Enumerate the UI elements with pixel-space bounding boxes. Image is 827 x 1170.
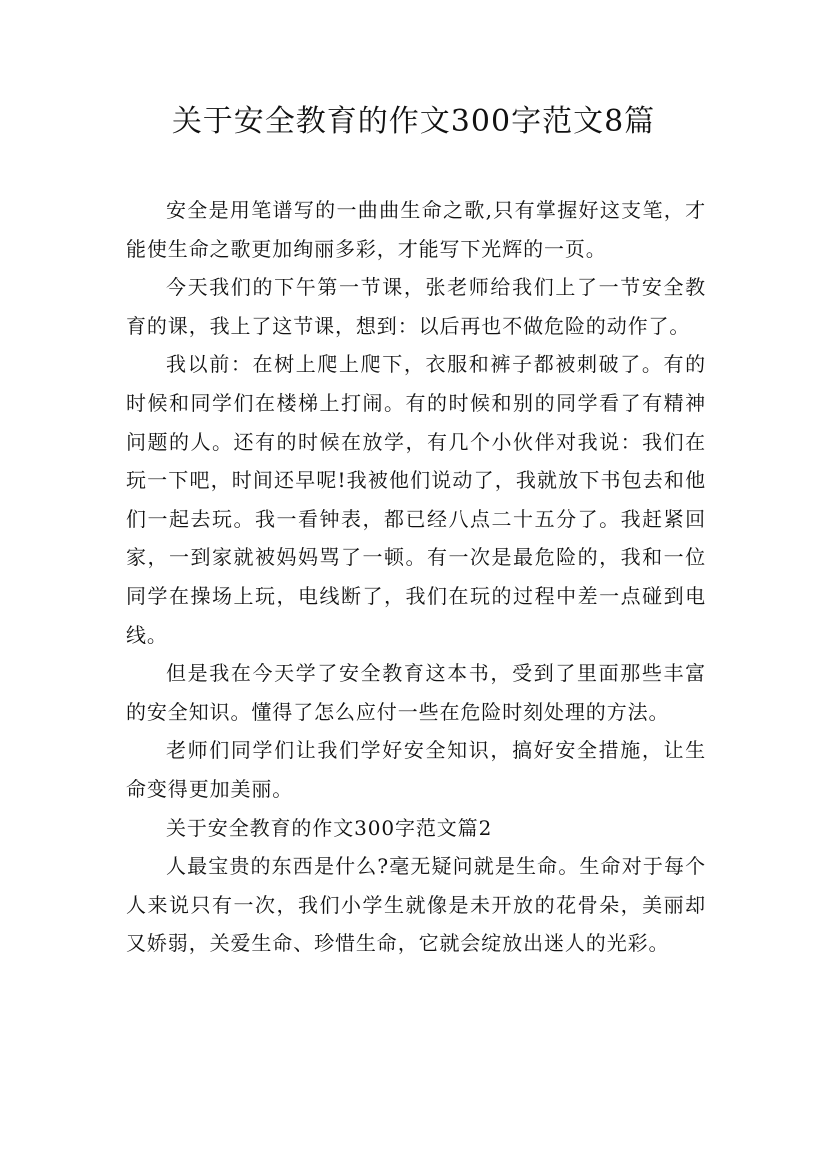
document-title: 关于安全教育的作文300字范文8篇 bbox=[171, 104, 656, 139]
section-heading: 关于安全教育的作文300字范文篇2 bbox=[166, 815, 493, 840]
paragraph: 但是我在今天学了安全教育这本书，受到了里面那些丰富的安全知识。懂得了怎么应付一些在危险时刻处理的方法。 bbox=[126, 661, 706, 724]
paragraph: 老师们同学们让我们学好安全知识，搞好安全措施，让生命变得更加美丽。 bbox=[126, 738, 706, 801]
paragraph: 我以前：在树上爬上爬下，衣服和裤子都被刺破了。有的时候和同学们在楼梯上打闹。有的时候和别的同学看了有精神问题的人。还有的时候在放学，有几个小伙伴对我说：我们在玩一下吧，时间还早呢!我被他们说动了，我就放下书包去和他们一起去玩。我一看钟表，都已经八点二十五分了。我赶紧回家，一到家就被妈妈骂了一顿。有一次是最危险的，我和一位同学在操场上玩，电线断了，我们在玩的过程中差一点碰到电线。 bbox=[126, 352, 706, 647]
paragraph: 人最宝贵的东西是什么?毫无疑问就是生命。生命对于每个人来说只有一次，我们小学生就像是未开放的花骨朵，美丽却又娇弱，关爱生命、珍惜生命，它就会绽放出迷人的光彩。 bbox=[126, 854, 706, 956]
paragraph: 今天我们的下午第一节课，张老师给我们上了一节安全教育的课，我上了这节课，想到：以后再也不做危险的动作了。 bbox=[126, 275, 706, 338]
document-body bbox=[126, 191, 706, 963]
paragraph: 安全是用笔谱写的一曲曲生命之歌,只有掌握好这支笔，才能使生命之歌更加绚丽多彩，才能写下光辉的一页。 bbox=[126, 198, 706, 261]
